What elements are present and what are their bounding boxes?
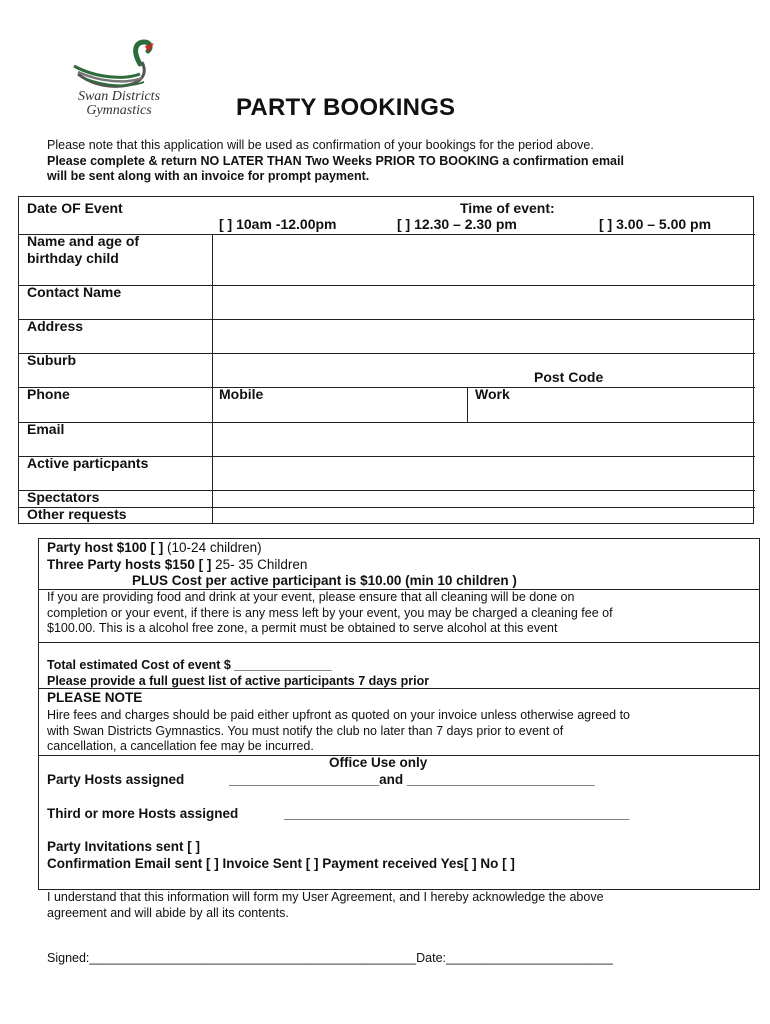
work-label: Work [475, 386, 510, 402]
food-notice: If you are providing food and drink at your event, please ensure that all cleaning will be done on completion or your event, if there is any mess left by your event, you may be charged a cleaning fee of $100.00. This is a alcohol free zone, a permit must be obtained to serve alcohol at this event [47, 590, 613, 635]
child-label: Name and age of birthday child [27, 233, 140, 266]
hosts-assigned-field[interactable]: ____________________and _________________________ [229, 772, 595, 787]
page-title: PARTY BOOKINGS [236, 94, 456, 121]
booking-form-table [18, 196, 754, 524]
active-participants-label: Active particpants [27, 455, 149, 471]
time-option-3[interactable]: [ ] 3.00 – 5.00 pm [599, 216, 712, 232]
child-field[interactable] [213, 235, 753, 285]
mobile-label: Mobile [219, 386, 264, 402]
suburb-label: Suburb [27, 352, 76, 368]
pricing-info-box [38, 538, 760, 890]
time-label: Time of event: [460, 200, 555, 216]
host-option-3: Three Party hosts $150 [ ] 25- 35 Children [47, 557, 308, 572]
contact-label: Contact Name [27, 284, 122, 300]
address-field[interactable] [213, 320, 753, 353]
other-requests-label: Other requests [27, 506, 127, 522]
phone-label: Phone [27, 386, 70, 402]
hosts-assigned-label: Party Hosts assigned [47, 772, 185, 787]
postcode-label: Post Code [534, 369, 604, 385]
third-hosts-field[interactable]: ______________________________________________ [284, 806, 630, 821]
time-option-1[interactable]: [ ] 10am -12.00pm [219, 216, 337, 232]
logo-text: Swan Districts Gymnastics [77, 89, 161, 118]
contact-field[interactable] [213, 286, 753, 319]
total-cost-text[interactable]: Total estimated Cost of event $ ______________ [47, 658, 332, 672]
address-label: Address [27, 318, 84, 334]
please-note-text: Hire fees and charges should be paid either upfront as quoted on your invoice unless otherwise agreed to with Swan Districts Gymnastics. You must notify the club no later than 7 days prior to event of cancellation, a cancellation fee may be incurred. [47, 708, 631, 753]
suburb-field[interactable] [213, 354, 753, 387]
email-field[interactable] [213, 423, 753, 456]
agreement-text: I understand that this information will form my User Agreement, and I hereby acknowledge the above agreement and will abide by all its contents. [47, 890, 604, 920]
host-option-1: Party host $100 [ ] (10-24 children) [47, 540, 262, 555]
signature-line[interactable]: Signed:_______________________________________________Date:________________________ [47, 951, 613, 965]
invitations-sent[interactable]: Party Invitations sent [ ] [47, 839, 201, 854]
confirmation-line[interactable]: Confirmation Email sent [ ] Invoice Sent [ ] Payment received Yes[ ] No [ ] [47, 856, 515, 871]
third-hosts-label: Third or more Hosts assigned [47, 806, 239, 821]
email-label: Email [27, 421, 65, 437]
time-option-2[interactable]: [ ] 12.30 – 2.30 pm [397, 216, 517, 232]
guest-list-text: Please provide a full guest list of active participants 7 days prior [47, 674, 430, 688]
active-participants-field[interactable] [213, 457, 753, 490]
date-label: Date OF Event [27, 200, 123, 216]
spectators-label: Spectators [27, 489, 100, 505]
please-note-heading: PLEASE NOTE [47, 690, 143, 705]
intro-text: Please note that this application will be used as confirmation of your bookings for the period above. Please complete & return NO LATER THAN Two Weeks PRIOR TO BOOKING a confirmation email will be sent along with an invoice for prompt payment. [47, 138, 624, 183]
office-use-heading: Office Use only [329, 755, 428, 770]
plus-cost-text: PLUS Cost per active participant is $10.00 (min 10 children ) [132, 573, 517, 588]
